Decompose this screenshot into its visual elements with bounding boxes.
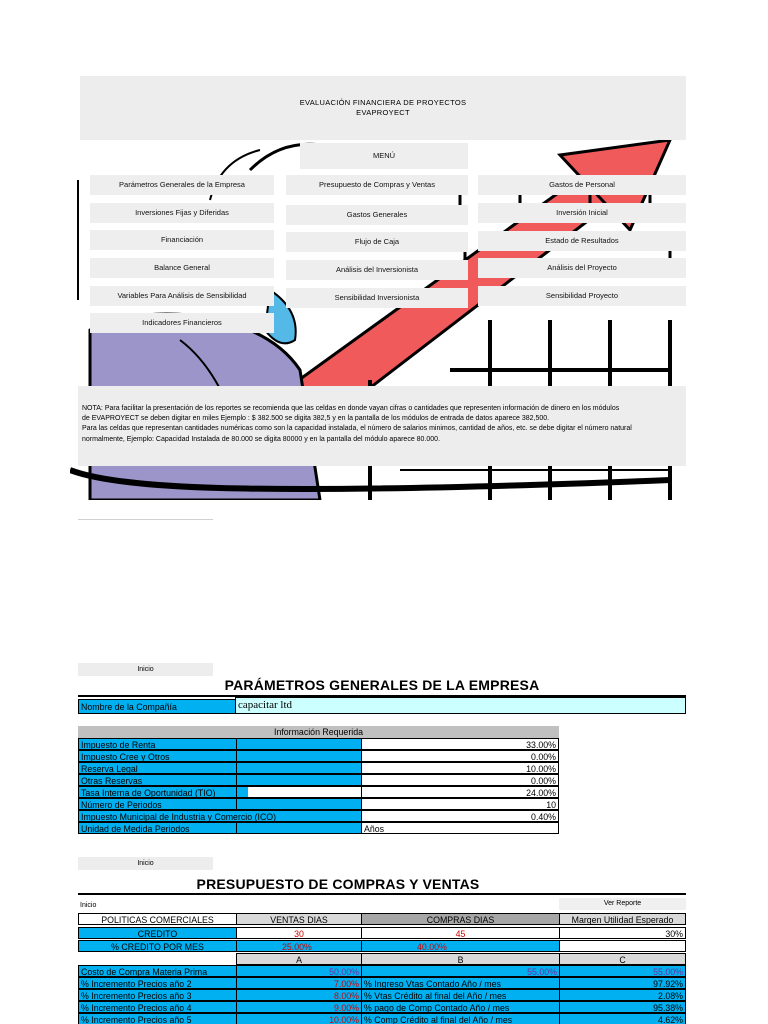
param-spacer <box>236 738 362 750</box>
param-label: Impuesto de Renta <box>78 738 237 750</box>
param-value-input[interactable]: 10 <box>361 798 559 810</box>
credito-mes-ventas: 25.00% <box>236 940 362 952</box>
info-header: Información Requerida <box>78 726 559 738</box>
param-label: Número de Periodos <box>78 798 237 810</box>
divider <box>78 519 213 520</box>
row-label: % Incremento Precios año 5 <box>78 1013 237 1024</box>
param-spacer <box>236 762 362 774</box>
param-label: Impuesto Cree y Otros <box>78 750 237 762</box>
company-label: Nombre de la Compañía <box>78 699 236 714</box>
title-underline <box>78 893 686 895</box>
menu-item-estado-resultados[interactable]: Estado de Resultados <box>478 231 686 251</box>
param-value-input[interactable]: Años <box>361 822 559 834</box>
param-spacer <box>236 798 362 810</box>
menu-label: MENÚ <box>300 143 468 169</box>
param-spacer <box>236 786 362 798</box>
row-value-c: 4.62% <box>559 1013 686 1024</box>
menu-item-sensibilidad-inversionista[interactable]: Sensibilidad Inversionista <box>286 288 468 308</box>
header-politicas: POLITICAS COMERCIALES <box>78 913 237 925</box>
menu-item-analisis-inversionista[interactable]: Análisis del Inversionista <box>286 260 468 280</box>
col-b-header: B <box>361 953 560 965</box>
params-title: PARÁMETROS GENERALES DE LA EMPRESA <box>224 677 540 693</box>
menu-item-gastos-generales[interactable]: Gastos Generales <box>286 205 468 225</box>
param-spacer <box>236 774 362 786</box>
param-label: Reserva Legal <box>78 762 237 774</box>
row-mid-label: % Ingreso Vtas Contado Año / mes <box>361 977 560 989</box>
menu-item-variables-sensibilidad[interactable]: Variables Para Análisis de Sensibilidad <box>90 286 274 306</box>
row-value-a[interactable]: 10.00% <box>236 1013 362 1024</box>
param-value-input[interactable]: 0.40% <box>361 810 559 822</box>
param-value-input[interactable]: 0.00% <box>361 750 559 762</box>
menu-item-analisis-proyecto[interactable]: Análisis del Proyecto <box>478 258 686 278</box>
menu-item-sensibilidad-proyecto[interactable]: Sensibilidad Proyecto <box>478 286 686 306</box>
header-ventas: VENTAS DIAS <box>236 913 362 925</box>
header-compras: COMPRAS DIAS <box>361 913 560 925</box>
note-line: de EVAPROYECT se deben digitar en miles Ejemplo : $ 382.500 se digita 382,5 y en la pantalla de los módulos de entrada de datos aparece 382,500. <box>82 415 550 423</box>
param-spacer <box>236 822 362 834</box>
credito-mes-label: % CREDITO POR MES <box>78 940 237 952</box>
menu-item-balance-general[interactable]: Balance General <box>90 258 274 278</box>
row-mid-label: % pago de Comp Contado Año / mes <box>361 1001 560 1013</box>
credito-ventas-input[interactable]: 30 <box>236 927 362 939</box>
param-label: Otras Reservas <box>78 774 237 786</box>
param-value-input[interactable]: 10.00% <box>361 762 559 774</box>
inicio-button[interactable]: Inicio <box>78 857 213 870</box>
row-label: Costo de Compra Materia Prima <box>78 965 237 977</box>
app-subtitle: EVAPROYECT <box>356 108 410 117</box>
row-value-a[interactable]: 7.00% <box>236 977 362 989</box>
menu-item-indicadores[interactable]: Indicadores Financieros <box>90 313 274 333</box>
note-box <box>78 386 686 466</box>
note-line: NOTA: Para facilitar la presentación de los reportes se recomienda que las celdas en donde vayan cifras o cantidades que representen información de dinero en los módulos <box>82 405 620 412</box>
ver-reporte-button[interactable]: Ver Reporte <box>559 898 686 910</box>
menu-item-financiacion[interactable]: Financiación <box>90 230 274 250</box>
empty-cell <box>78 953 237 965</box>
row-label: % Incremento Precios año 4 <box>78 1001 237 1013</box>
budget-title: PRESUPUESTO DE COMPRAS Y VENTAS <box>196 876 480 892</box>
note-line: Para las celdas que representan cantidades numéricas como son la capacidad instalada, el número de salarios minimos, cantidad de años, etc. se debe digitar el número natural <box>82 425 632 433</box>
inicio-button-small[interactable]: Inicio <box>78 900 213 912</box>
credito-compras-input[interactable]: 45 <box>361 927 560 939</box>
menu-item-gastos-personal[interactable]: Gastos de Personal <box>478 175 686 195</box>
param-label: Impuesto Municipal de Industria y Comercio (ICO) <box>78 810 362 822</box>
row-label: % Incremento Precios año 3 <box>78 989 237 1001</box>
param-spacer <box>236 750 362 762</box>
row-value-a[interactable]: 8.00% <box>236 989 362 1001</box>
row-mid-label: % Comp Crédito al final del Año / mes <box>361 1013 560 1024</box>
menu-item-parametros[interactable]: Parámetros Generales de la Empresa <box>90 175 274 195</box>
header-margen: Margen Utilidad Esperado <box>559 913 686 925</box>
menu-item-inversion-inicial[interactable]: Inversión Inicial <box>478 203 686 223</box>
app-title-box <box>80 76 686 140</box>
app-title: EVALUACIÓN FINANCIERA DE PROYECTOS <box>299 98 467 107</box>
credito-mes-compras: 40.00% <box>361 940 560 952</box>
inicio-button[interactable]: Inicio <box>78 663 213 676</box>
row-value-a[interactable]: 50.00% <box>236 965 362 977</box>
param-value-input[interactable]: 33.00% <box>361 738 559 750</box>
row-value-c: 2.08% <box>559 989 686 1001</box>
row-label: % Incremento Precios año 2 <box>78 977 237 989</box>
row-value-a[interactable]: 9.00% <box>236 1001 362 1013</box>
row-value-c: 95.38% <box>559 1001 686 1013</box>
row-value-c[interactable]: 55.00% <box>559 965 686 977</box>
row-value-c: 97.92% <box>559 977 686 989</box>
menu-item-flujo-caja[interactable]: Flujo de Caja <box>286 232 468 252</box>
empty-cell <box>559 940 686 952</box>
param-value-input[interactable]: 0.00% <box>361 774 559 786</box>
company-name-input[interactable]: capacitar ltd <box>235 697 686 714</box>
param-label: Unidad de Medida Periodos <box>78 822 237 834</box>
note-line: normalmente, Ejemplo: Capacidad Instalada de 80.000 se digita 80000 y en la pantalla del módulo aparece 80.000. <box>82 435 441 443</box>
col-c-header: C <box>559 953 686 965</box>
col-a-header: A <box>236 953 362 965</box>
margen-input[interactable]: 30% <box>559 927 686 939</box>
credito-label: CREDITO <box>78 927 237 939</box>
param-label: Tasa Interna de Oportunidad (TIO) <box>78 786 248 798</box>
row-value-b[interactable]: 55.00% <box>361 965 560 977</box>
row-mid-label: % Vtas Crédito al final del Año / mes <box>361 989 560 1001</box>
menu-item-inversiones-fijas[interactable]: Inversiones Fijas y Diferidas <box>90 203 274 223</box>
param-value-input[interactable]: 24.00% <box>361 786 559 798</box>
menu-item-presupuesto[interactable]: Presupuesto de Compras y Ventas <box>286 175 468 195</box>
